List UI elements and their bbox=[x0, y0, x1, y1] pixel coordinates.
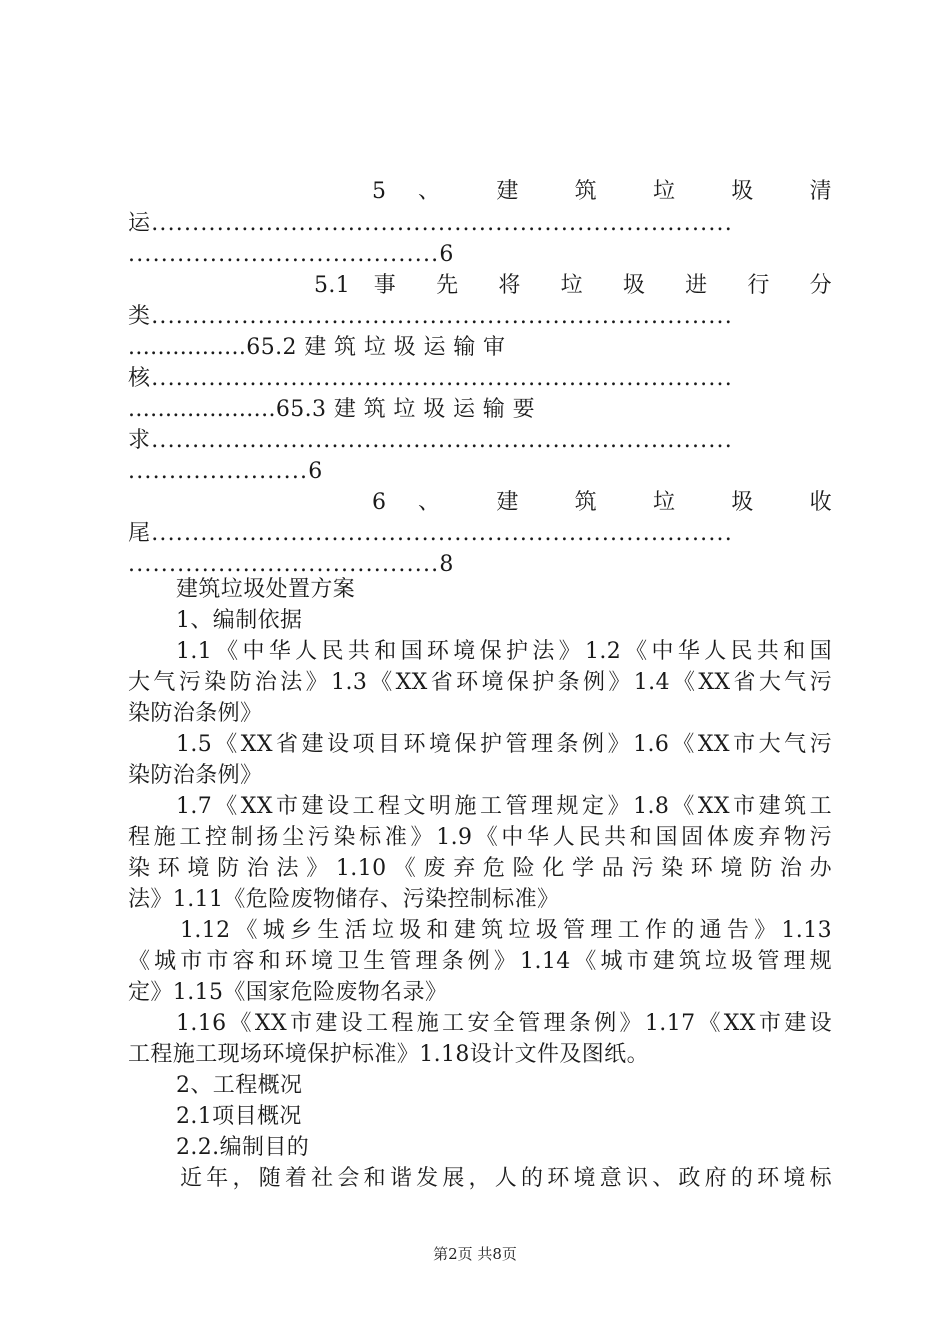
toc-entry-5-heading: 5 、 建 筑 垃 圾 清 bbox=[372, 179, 832, 204]
paragraph-line: 染环境防治法》1.10《废弃危险化学品污染环境防治办 bbox=[128, 856, 832, 881]
paragraph-line: 1.1《中华人民共和国环境保护法》1.2《中华人民共和国 bbox=[176, 639, 832, 664]
paragraph-line: 法》1.11《危险废物储存、污染控制标准》 bbox=[128, 887, 560, 912]
toc-entry-5-1-page: ................65.2 建 筑 垃 圾 运 输 审 bbox=[128, 335, 506, 360]
toc-entry-6-heading: 6 、 建 筑 垃 圾 收 bbox=[372, 490, 832, 515]
section-heading: 2、工程概况 bbox=[176, 1073, 303, 1098]
paragraph-line: 1.7《XX市建设工程文明施工管理规定》1.8《XX市建筑工 bbox=[176, 794, 832, 819]
paragraph-line: 1.16《XX市建设工程施工安全管理条例》1.17《XX市建设 bbox=[176, 1011, 832, 1036]
paragraph-line: 近年，随着社会和谐发展，人的环境意识、政府的环境标 bbox=[180, 1166, 832, 1191]
toc-entry-5-dots: 运....................................................................... bbox=[128, 211, 733, 236]
subsection-heading: 2.1项目概况 bbox=[176, 1104, 302, 1129]
section-heading: 1、编制依据 bbox=[176, 608, 303, 633]
toc-entry-5-2-page: ....................65.3 建 筑 垃 圾 运 输 要 bbox=[128, 397, 536, 422]
paragraph-line: 1.5《XX省建设项目环境保护管理条例》1.6《XX市大气污 bbox=[176, 732, 832, 757]
paragraph-line: 1.12《城乡生活垃圾和建筑垃圾管理工作的通告》1.13 bbox=[180, 918, 832, 943]
toc-entry-5-page: ......................................6 bbox=[128, 242, 455, 267]
toc-entry-5-3-page: ......................6 bbox=[128, 459, 324, 484]
toc-entry-5-2-dots: 核....................................................................... bbox=[128, 366, 733, 391]
paragraph-line: 染防治条例》 bbox=[128, 763, 263, 788]
document-title: 建筑垃圾处置方案 bbox=[176, 577, 356, 602]
toc-entry-5-1-dots: 类....................................................................... bbox=[128, 304, 733, 329]
subsection-heading: 2.2.编制目的 bbox=[176, 1135, 310, 1160]
toc-entry-6-page: ......................................8 bbox=[128, 552, 455, 577]
paragraph-line: 大气污染防治法》1.3《XX省环境保护条例》1.4《XX省大气污 bbox=[128, 670, 832, 695]
toc-entry-5-3-dots: 求....................................................................... bbox=[128, 428, 733, 453]
page-number-footer: 第2页 共8页 bbox=[433, 1245, 517, 1263]
paragraph-line: 《城市市容和环境卫生管理条例》1.14《城市建筑垃圾管理规 bbox=[128, 949, 832, 974]
paragraph-line: 工程施工现场环境保护标准》1.18设计文件及图纸。 bbox=[128, 1042, 649, 1067]
toc-entry-5-1-heading: 5.1 事 先 将 垃 圾 进 行 分 bbox=[314, 273, 832, 298]
toc-entry-6-dots: 尾....................................................................... bbox=[128, 521, 733, 546]
paragraph-line: 定》1.15《国家危险废物名录》 bbox=[128, 980, 448, 1005]
paragraph-line: 程施工控制扬尘污染标准》1.9《中华人民共和国固体废弃物污 bbox=[128, 825, 832, 850]
paragraph-line: 染防治条例》 bbox=[128, 701, 263, 726]
